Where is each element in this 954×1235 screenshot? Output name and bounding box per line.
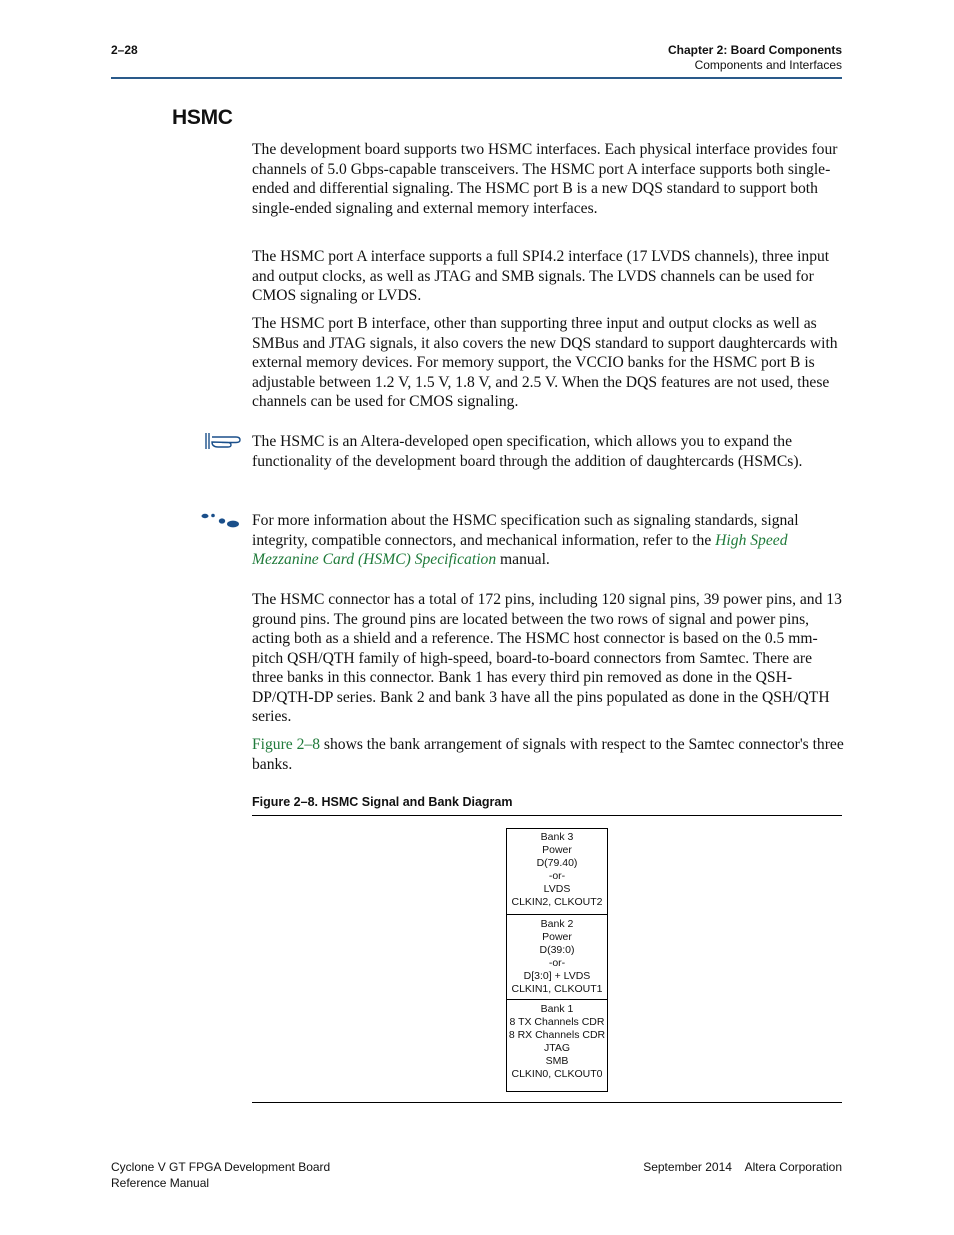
page-number: 2–28 xyxy=(111,43,138,57)
bank-2-line: -or- xyxy=(548,957,566,969)
bank-1-line: SMB xyxy=(545,1055,569,1067)
bank-3-line: Bank 3 xyxy=(540,831,574,843)
paragraph-intro: The development board supports two HSMC interfaces. Each physical interface provides four channels of 5.0 Gbps-capable transceivers. The HSMC port A interface supports both single-ended and differential signaling. The HSMC port B is a new DQS standard to support both single-ended signaling and external memory interfaces. xyxy=(252,141,838,217)
chapter-title: Chapter 2: Board Components xyxy=(667,43,842,57)
bank-1-line: CLKIN0, CLKOUT0 xyxy=(511,1068,603,1080)
bank-3-line: D(79.40) xyxy=(536,857,578,869)
bank-divider xyxy=(507,999,607,1000)
bank-3-line: -or- xyxy=(548,870,566,882)
bank-2-line: CLKIN1, CLKOUT1 xyxy=(511,983,603,995)
footer-doc-type: Reference Manual xyxy=(111,1176,210,1190)
bank-1-block xyxy=(507,1003,607,1081)
bank-3-line: LVDS xyxy=(543,883,571,895)
section-title: HSMC xyxy=(172,106,233,129)
bank-1-line: 8 TX Channels CDR xyxy=(509,1016,605,1028)
bank-2-block xyxy=(507,918,607,996)
figure-caption: Figure 2–8. HSMC Signal and Bank Diagram xyxy=(252,795,513,809)
bank-divider xyxy=(507,914,607,915)
hsmc-bank-diagram xyxy=(506,828,608,1092)
hsmc-spec-link[interactable]: High Speed Mezzanine Card (HSMC) Specification xyxy=(252,531,788,568)
bank-3-block xyxy=(507,831,607,909)
bank-3-line: Power xyxy=(542,844,572,856)
note-text: The HSMC is an Altera-developed open specification, which allows you to expand the functionality of the development board through the addition of daughtercards (HSMCs). xyxy=(252,433,803,470)
bank-2-line: Power xyxy=(542,931,572,943)
figure-ref-text: shows the bank arrangement of signals with respect to the Samtec connector's three banks. xyxy=(252,736,844,773)
bank-1-line: Bank 1 xyxy=(540,1003,574,1015)
footer-doc-title: Cyclone V GT FPGA Development Board xyxy=(111,1160,331,1174)
more-info-pre: For more information about the HSMC specification such as signaling standards, signal integrity, compatible connectors, and mechanical information, refer to the xyxy=(252,512,799,549)
more-info-text xyxy=(252,511,844,570)
figure-top-rule xyxy=(252,815,842,816)
bank-1-line: 8 RX Channels CDR xyxy=(508,1029,606,1041)
bank-1-line: JTAG xyxy=(543,1042,571,1054)
more-info-post: manual. xyxy=(496,551,550,568)
paragraph-connector: The HSMC connector has a total of 172 pins, including 120 signal pins, 39 power pins, and 13 ground pins. The ground pins are located between the two rows of signal and power pins, acting both as a shield and a reference. The HSMC host connector is based on the 0.5 mm-pitch QSH/QTH family of high-speed, board-to-board connectors from Samtec. There are three banks in this connector. Bank 1 has every third pin removed as done in the QSH-DP/QTH-DP series. Bank 2 and bank 3 have all the pins populated as done in the QSH/QTH series. xyxy=(252,591,842,725)
bank-2-line: Bank 2 xyxy=(540,918,574,930)
bank-3-line: CLKIN2, CLKOUT2 xyxy=(511,896,603,908)
figure-bottom-rule xyxy=(252,1102,842,1103)
header-rule xyxy=(111,77,842,79)
pointing-hand-icon xyxy=(204,430,244,452)
section-subtitle: Components and Interfaces xyxy=(694,58,842,72)
bank-2-line: D(39:0) xyxy=(539,944,575,956)
footprints-icon xyxy=(200,512,240,530)
paragraph-port-a: The HSMC port A interface supports a full SPI4.2 interface (17 LVDS channels), three input and output clocks, as well as JTAG and SMB signals. The LVDS channels can be used for CMOS signaling or LVDS. xyxy=(252,248,830,304)
bank-2-line: D[3:0] + LVDS xyxy=(523,970,591,982)
paragraph-port-b: The HSMC port B interface, other than supporting three input and output clocks as well as SMBus and JTAG signals, it also covers the new DQS standard to support daughtercards with external memory devices. For memory support, the VCCIO banks for the HSMC port B is adjustable between 1.2 V, 1.5 V, 1.8 V, and 2.5 V. When the DQS features are not used, these channels can be used for CMOS signaling. xyxy=(252,315,838,410)
paragraph-figure-ref xyxy=(252,735,844,774)
figure-2-8-link[interactable]: Figure 2–8 xyxy=(252,736,321,753)
footer-date-company: September 2014 Altera Corporation xyxy=(643,1160,842,1174)
